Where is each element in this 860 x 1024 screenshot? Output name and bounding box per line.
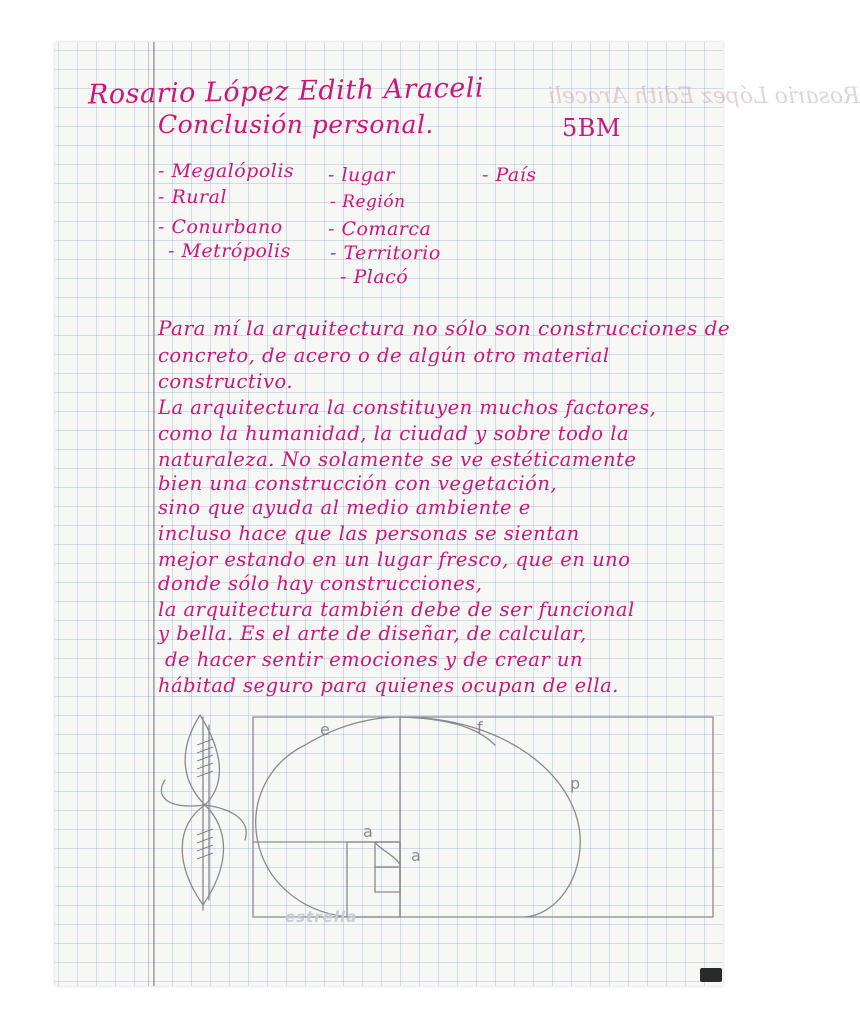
sketch-spiral-arc — [256, 717, 400, 917]
term-item: - Placó — [340, 266, 409, 288]
paragraph-line: hábitad seguro para quienes ocupan de ella. — [158, 674, 619, 697]
paragraph-line: como la humanidad, la ciudad y sobre todo la — [158, 422, 630, 445]
sketch-outer-rectangle — [253, 717, 713, 917]
paragraph-line: bien una construcción con vegetación, — [158, 472, 558, 495]
paragraph-line: concreto, de acero o de algún otro material — [158, 344, 610, 367]
paragraph-line: donde sólo hay construcciones, — [158, 572, 483, 595]
sketch-leaf-shape — [205, 805, 246, 840]
sketch-spiral-arc — [400, 717, 580, 917]
sketch-square — [375, 867, 400, 892]
term-item: - Territorio — [330, 242, 441, 264]
term-item: - Megalópolis — [158, 160, 295, 182]
term-item: - País — [482, 164, 537, 186]
page-title: Conclusión personal. — [158, 110, 434, 139]
paragraph-line: mejor estando en un lugar fresco, que en uno — [158, 548, 631, 571]
paragraph-line: de hacer sentir emociones y de crear un — [165, 648, 584, 671]
term-item: - Comarca — [328, 218, 432, 240]
paragraph-line: y bella. Es el arte de diseñar, de calcular, — [158, 622, 587, 645]
term-item: - Metrópolis — [168, 240, 291, 262]
term-item: - Conurbano — [158, 216, 283, 238]
golden-spiral-sketch — [105, 665, 685, 925]
paragraph-line: incluso hace que las personas se sientan — [158, 522, 580, 545]
paragraph-line: Para mí la arquitectura no sólo son construcciones de — [158, 316, 731, 340]
sketch-label-a: a — [363, 822, 373, 841]
sketch-leaf-shape — [185, 715, 219, 805]
student-name: Rosario López Edith Araceli — [87, 72, 485, 111]
group-label: 5BM — [562, 114, 621, 142]
term-item: - Rural — [158, 186, 227, 208]
paragraph-line: la arquitectura también debe de ser funcional — [158, 598, 635, 621]
paragraph-line: La arquitectura la constituyen muchos factores, — [158, 396, 657, 419]
brand-logo: estrella — [285, 908, 358, 926]
sketch-label-f: f — [477, 718, 483, 737]
term-item: - Región — [330, 192, 406, 212]
sketch-spiral-arc — [375, 842, 400, 865]
corner-shadow — [700, 968, 722, 982]
sketch-leaf-shape — [161, 780, 205, 806]
paragraph-line: sino que ayuda al medio ambiente e — [158, 496, 531, 519]
paragraph-line: naturaleza. No solamente se ve estéticamente — [158, 448, 637, 471]
bleed-through-text: Rosario López Edith Araceli — [548, 84, 860, 109]
sketch-label-p: p — [570, 774, 581, 793]
paragraph-line: constructivo. — [158, 370, 294, 393]
term-item: - lugar — [328, 164, 395, 186]
sketch-label-e: e — [320, 720, 330, 739]
sketch-square — [347, 842, 400, 917]
sketch-label-a: a — [411, 846, 421, 865]
